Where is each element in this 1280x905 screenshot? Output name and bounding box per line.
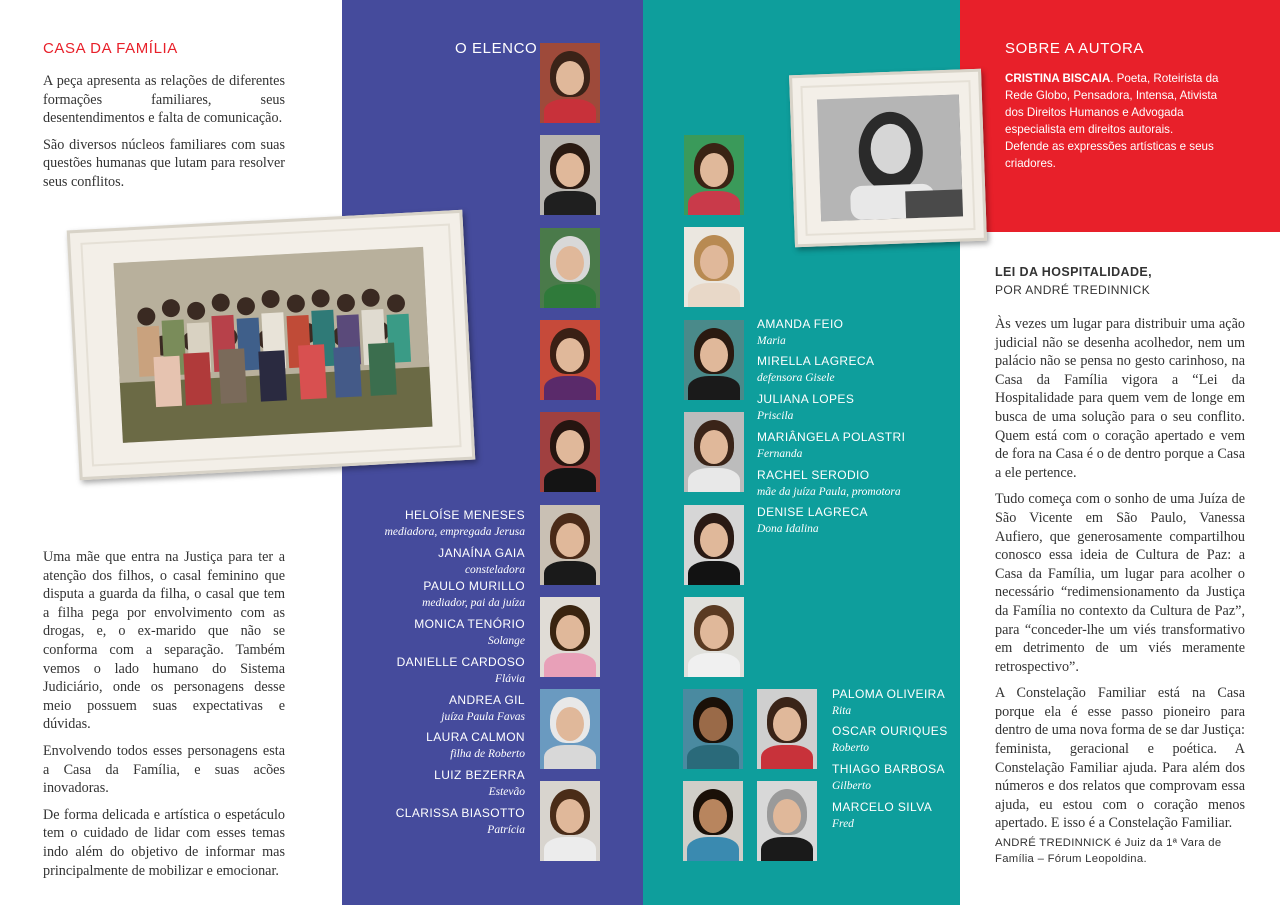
cast-role: Rita [832,705,852,717]
cast-role: juíza Paula Favas [441,711,525,723]
cast-name: OSCAR OURIQUES [832,724,948,738]
cast-name: DANIELLE CARDOSO [396,655,525,669]
cast-name: DENISE LAGRECA [757,505,868,519]
cast-name: JULIANA LOPES [757,392,855,406]
cast-role: Gilberto [832,780,871,792]
casa-body-p2: Envolvendo todos esses personagens esta a Casa da Família, e suas acões inovadoras. [43,742,285,797]
cast-name: LUIZ BEZERRA [434,768,525,782]
cast-role: defensora Gisele [757,372,835,384]
lei-subtitle: POR ANDRÉ TREDINNICK [995,283,1151,297]
lei-title: LEI DA HOSPITALIDADE, [995,265,1153,279]
portrait-10 [684,135,744,215]
cast-name: JANAÍNA GAIA [438,546,525,560]
portrait-17 [757,689,817,769]
cast-name: PALOMA OLIVEIRA [832,687,946,701]
portrait-3 [540,228,600,308]
group-photo-frame [67,210,476,480]
portrait-12 [684,320,744,400]
cast-role: Fred [832,818,854,830]
cast-name: ANDREA GIL [448,693,525,707]
cast-name: MONICA TENÓRIO [414,617,525,631]
autora-bio [1005,70,1220,172]
portrait-5 [540,412,600,492]
cast-name: THIAGO BARBOSA [832,762,945,776]
cast-role: Flávia [494,673,525,685]
casa-intro-p2: São diversos núcleos familiares com suas questões humanas que lutam para resolver seus conflitos. [43,136,285,190]
lei-p1: Às vezes um lugar para distribuir uma ação judicial não se desenha acolhedor, nem um palácio não se pensa no gesto carinhoso, na Casa da Família vigora a “Lei da Hospitalidade para quem vem de longe em busca de uma solução para o seu conflito. Quem está com o coração apertado e vem de fora na Casa é o de dentro porque a Casa a ele pertence. [995,316,1245,481]
casa-body-p3: De forma delicada e artística o espetáculo tem o cuidado de lidar com esses temas indo além do objetivo de informar mas principalmente de mobilizar e emocionar. [43,806,285,879]
elenco-title: O ELENCO [455,40,538,57]
portrait-7 [540,597,600,677]
cast-role: Solange [487,635,525,647]
cast-role: Priscila [757,410,794,422]
portrait-6 [540,505,600,585]
cast-role: Patrícia [487,824,525,836]
portrait-13 [684,412,744,492]
portrait-18 [683,781,743,861]
author-photo [817,94,963,221]
casa-body-p1: Uma mãe que entra na Justiça para ter a atenção dos filhos, o casal feminino que disputa a guarda da filha, o casal que tem a filha pega por envolvimento com as drogas, e, o ex-marido que não se conforma com a separação. Também vemos o lado humano do Sistema Judiciário, onde os personagens desse meio possuem suas expectativas e dúvidas. [43,549,285,733]
cast-name: LAURA CALMON [426,730,525,744]
cast-name: HELOÍSE MENESES [404,508,525,522]
cast-role: Roberto [832,742,870,754]
casa-intro [43,72,285,200]
cast-role: Fernanda [757,448,803,460]
cast-role: Dona Idalina [757,523,819,535]
portrait-9 [540,781,600,861]
cast-name: PAULO MURILLO [423,579,525,593]
portrait-15 [684,597,744,677]
portrait-8 [540,689,600,769]
autora-bio-text: . Poeta, Roteirista da Rede Globo, Pensadora, Intensa, Ativista dos Direitos Humanos e Advogada especialista em direitos autorais. Defende as expressões artísticas e seus criadores. [1005,72,1219,170]
cast-name: RACHEL SERODIO [757,468,870,482]
cast-role: mãe da juíza Paula, promotora [757,486,901,498]
autora-name: CRISTINA BISCAIA [1005,72,1111,85]
autora-title: SOBRE A AUTORA [1005,40,1145,57]
cast-name: MARIÂNGELA POLASTRI [757,430,906,444]
lei-footer: ANDRÉ TREDINNICK é Juiz da 1ª Vara de Família – Fórum Leopoldina. [995,837,1222,865]
cast-role: Estevão [488,786,525,798]
author-photo-frame [789,69,987,248]
cast-name: MARCELO SILVA [832,800,933,814]
portrait-14 [684,505,744,585]
portrait-4 [540,320,600,400]
cast-role: Maria [757,335,786,347]
cast-name: AMANDA FEIO [757,317,844,331]
cast-role: mediador, pai da juíza [422,597,525,609]
lei-p2: Tudo começa com o sonho de uma Juíza de São Vicente em São Paulo, Vanessa Aufiero, que generosamente compartilhou conosco essa ideia de Cultura de Paz: a Casa da Família, um lugar para acolher o necessário “redimensionamento da Justiça da Família no contexto da Cultura de Paz”, para “conceder-lhe um viés transformativo em detrimento de um viés meramente retrospectivo”. [995,491,1245,675]
casa-title: CASA DA FAMÍLIA [43,40,178,57]
cast-role: consteladora [464,564,525,576]
casa-body [43,548,285,888]
portrait-2 [540,135,600,215]
lei-p3: A Constelação Familiar está na Casa porque ela é esse passo pioneiro para dentro de uma nova forma de se dar Justiça: feminista, geracional e poética. A Constelação Familiar ajuda. Para além dos números e dos relatos que comprovam essa ajuda, eu estou com o coração menos apertado. E isso é a Constelação Familiar. [995,685,1245,832]
group-photo [113,247,432,443]
portrait-16 [683,689,743,769]
cast-role: filha de Roberto [450,748,525,760]
cast-name: MIRELLA LAGRECA [757,354,875,368]
portrait-11 [684,227,744,307]
portrait-1 [540,43,600,123]
portrait-19 [757,781,817,861]
casa-intro-p1: A peça apresenta as relações de diferentes formações familiares, seus desentendimentos e falta de comunicação. [43,73,285,127]
cast-name: CLARISSA BIASOTTO [395,806,525,820]
lei-body [995,315,1245,841]
cast-role: mediadora, empregada Jerusa [384,526,525,538]
